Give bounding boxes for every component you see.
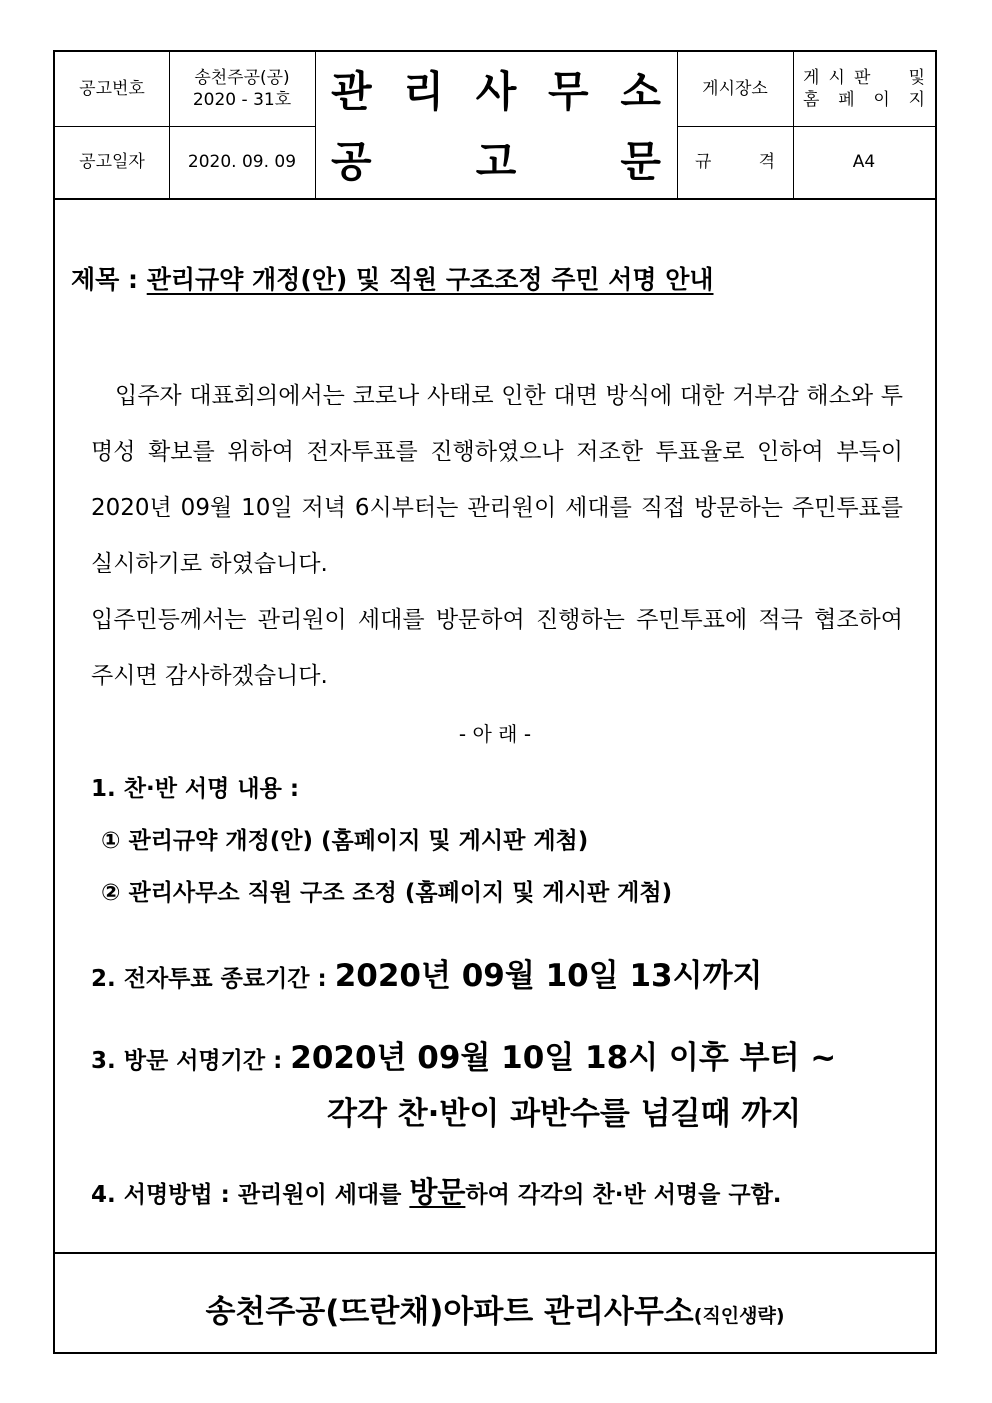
spec-label [677, 126, 793, 198]
issuer-signature [55, 1286, 935, 1331]
item-1-sub-2: ② 관리사무소 직원 구조 조정 (홈페이지 및 게시판 게첨) [101, 880, 673, 906]
footer-divider [55, 1252, 935, 1254]
posting-place-char: 홈 [803, 90, 820, 110]
item-3-value-line1: 2020년 09월 10일 18시 이후 부터 ~ [290, 1040, 837, 1076]
notice-number-label: 공고번호 [79, 78, 145, 99]
notice-number-line2: 2020 - 31호 [192, 90, 292, 110]
item-2 [91, 950, 762, 995]
posting-place-char: 이 [873, 90, 890, 110]
item-1-label: 1. 찬·반 서명 내용 : [91, 776, 300, 802]
posting-place-char: 페 [838, 90, 855, 110]
posting-place-char: 지 [908, 90, 925, 110]
subject-text: 관리규약 개정(안) 및 직원 구조조정 주민 서명 안내 [146, 265, 714, 294]
office-title [331, 60, 661, 124]
seal-note: (직인생략) [693, 1305, 785, 1327]
posting-place-char: 및 [908, 67, 925, 88]
item-4-label: 4. 서명방법 : 관리원이 세대를 [91, 1182, 410, 1208]
item-3-value-line2: 각각 찬·반이 과반수를 넘길때 까지 [327, 1096, 802, 1132]
body-paragraph-1: 입주자 대표회의에서는 코로나 사태로 인한 대면 방식에 대한 거부감 해소와 투명성 확보를 위하여 전자투표를 진행하였으나 저조한 투표율로 인하여 부득이 2020년 09월 10일 저녁 6시부터는 관리원이 세대를 직접 방문하는 주민투표를 실시하기로 하였습니다. [91, 383, 903, 577]
spec-value: A4 [852, 151, 876, 172]
notice-title [331, 130, 661, 194]
notice-date-value: 2020. 09. 09 [187, 151, 297, 172]
office-title-char: 리 [403, 66, 444, 116]
office-title-char: 사 [475, 66, 517, 116]
spec-label-char: 규 [695, 151, 712, 172]
notice-title-char: 공 [331, 136, 372, 186]
item-2-label: 2. 전자투표 종료기간 : [91, 966, 335, 992]
office-title-char: 관 [331, 66, 372, 116]
item-4-emphasis: 방문 [409, 1175, 466, 1209]
issuer-name: 송천주공(뜨란채)아파트 관리사무소 [205, 1294, 694, 1330]
notice-number-line1: 송천주공(공) [194, 67, 290, 88]
item-2-value: 2020년 09월 10일 13시까지 [334, 958, 763, 994]
posting-place-label: 게시장소 [702, 78, 768, 99]
item-3 [91, 1032, 836, 1077]
item-4 [91, 1170, 782, 1211]
notice-title-char: 고 [475, 136, 517, 186]
posting-place-char: 게 [803, 67, 820, 88]
notice-body [91, 368, 903, 704]
posting-place-char: 판 [854, 67, 871, 88]
item-4-rest: 하여 각각의 찬·반 서명을 구함. [465, 1182, 782, 1208]
office-title-char: 소 [620, 66, 661, 116]
spec-label-char: 격 [758, 151, 775, 172]
office-title-char: 무 [548, 66, 589, 116]
subject-line [71, 260, 921, 296]
notice-title-char: 문 [620, 136, 661, 186]
item-3-label: 3. 방문 서명기간 : [91, 1048, 291, 1074]
item-1-sub-1: ① 관리규약 개정(안) (홈페이지 및 게시판 게첨) [101, 828, 589, 854]
body-paragraph-2: 입주민등께서는 관리원이 세대를 방문하여 진행하는 주민투표에 적극 협조하여 주시면 감사하겠습니다. [91, 607, 903, 689]
subject-prefix: 제목 : [71, 265, 147, 294]
header-table [55, 52, 935, 200]
notice-frame [53, 50, 937, 1354]
posting-place-char: 시 [828, 67, 845, 88]
posting-place-value [793, 52, 935, 126]
below-heading: - 아 래 - [458, 722, 532, 746]
notice-date-label: 공고일자 [79, 151, 145, 172]
notice-number-value [169, 52, 315, 126]
